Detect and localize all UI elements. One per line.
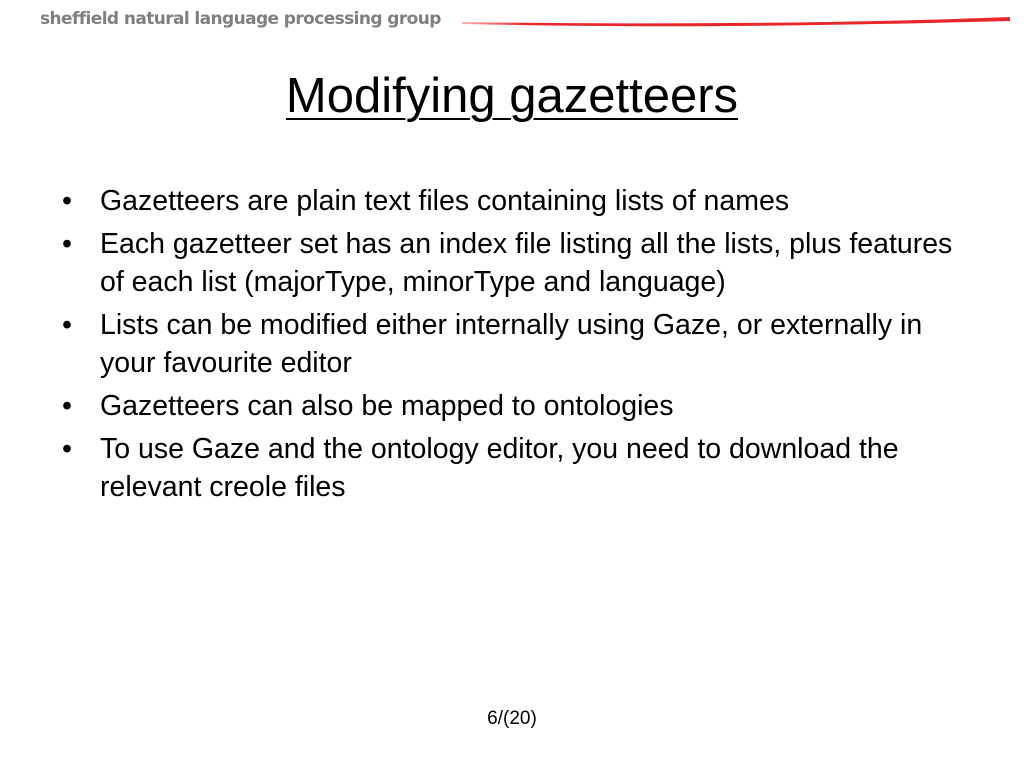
bullet-item xyxy=(62,430,962,506)
bullet-text: Gazetteers are plain text files containing lists of names xyxy=(100,185,790,217)
bullet-dot-icon: • xyxy=(62,185,72,217)
bullet-text: To use Gaze and the ontology editor, you need to download the relevant creole files xyxy=(100,433,899,503)
bullet-item xyxy=(62,387,962,425)
group-logo-text: sheffield natural language processing group xyxy=(40,9,441,29)
bullet-item xyxy=(62,306,962,382)
bullet-list xyxy=(62,182,962,511)
slide-title: Modifying gazetteers xyxy=(285,69,739,123)
header-red-rule xyxy=(462,12,1010,32)
bullet-dot-icon: • xyxy=(62,390,72,422)
page-number: 6/(20) xyxy=(487,708,537,729)
bullet-item xyxy=(62,225,962,301)
bullet-dot-icon: • xyxy=(62,309,72,341)
bullet-text: Lists can be modified either internally using Gaze, or externally in your favourite editor xyxy=(100,309,923,379)
bullet-text: Gazetteers can also be mapped to ontologies xyxy=(100,390,674,422)
bullet-dot-icon: • xyxy=(62,228,72,260)
bullet-item xyxy=(62,182,962,220)
bullet-text: Each gazetteer set has an index file listing all the lists, plus features of each list (majorType, minorType and language) xyxy=(100,228,953,298)
bullet-dot-icon: • xyxy=(62,433,72,465)
